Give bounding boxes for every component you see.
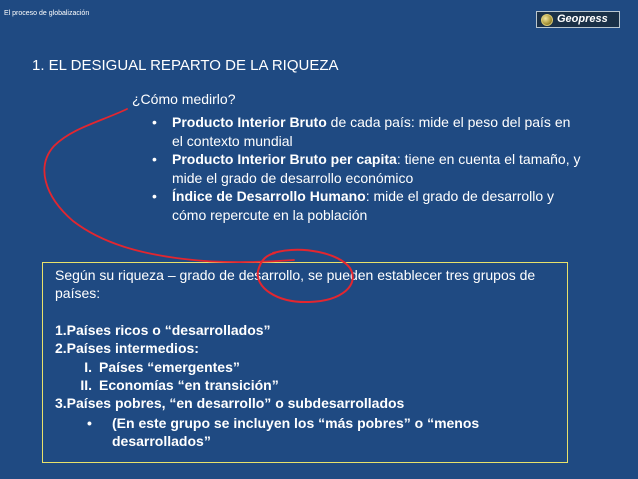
measurement-question: ¿Cómo medirlo? xyxy=(132,91,236,107)
measurement-term: Producto Interior Bruto per capita xyxy=(172,151,397,167)
measurement-term: Índice de Desarrollo Humano xyxy=(172,188,366,204)
subgroup-transition xyxy=(55,376,567,394)
bullet-icon: • xyxy=(152,151,157,167)
bullet-icon: • xyxy=(152,114,157,130)
group-intermediate: 2.Países intermedios: xyxy=(55,340,199,357)
measurement-description: de cada país: mide el peso del país en el contexto mundial xyxy=(172,114,571,149)
measurement-item-idh xyxy=(152,187,582,225)
groups-intro: Según su riqueza – grado de desarrollo, se pueden establecer tres grupos de países: xyxy=(55,267,536,302)
country-groups-box xyxy=(42,262,568,463)
subgroup-emerging xyxy=(55,358,567,376)
measurement-description: : tiene en cuenta el tamaño, y mide el grado de desarrollo económico xyxy=(172,151,581,186)
group-developed: 1.Países ricos o “desarrollados” xyxy=(55,321,271,338)
measurement-item-pib-per-capita xyxy=(152,150,582,188)
slide-title: 1. EL DESIGUAL REPARTO DE LA RIQUEZA xyxy=(32,57,339,74)
note-text: (En este grupo se incluyen los “más pobres” o “menos desarrollados” xyxy=(112,414,480,450)
bullet-icon: • xyxy=(152,188,157,204)
group-developing: 3.Países pobres, “en desarrollo” o subdesarrollados xyxy=(55,395,405,412)
subgroup-label: Economías “en transición” xyxy=(99,377,279,394)
subgroup-marker: II. xyxy=(80,377,92,394)
least-developed-note xyxy=(55,414,530,451)
measurement-description: : mide el grado de desarrollo y cómo repercute en la población xyxy=(172,188,555,223)
measurement-list xyxy=(152,113,582,224)
measurement-term: Producto Interior Bruto xyxy=(172,114,327,130)
subgroup-label: Países “emergentes” xyxy=(99,358,240,375)
box-spacer xyxy=(55,303,567,321)
context-label: El proceso de globalización xyxy=(4,10,90,17)
subgroup-marker: I. xyxy=(84,358,92,375)
globe-icon xyxy=(541,14,553,26)
brand-logo xyxy=(536,11,620,28)
measurement-item-pib xyxy=(152,113,582,151)
bullet-icon: • xyxy=(87,414,92,431)
brand-name: Geopress xyxy=(557,13,608,25)
